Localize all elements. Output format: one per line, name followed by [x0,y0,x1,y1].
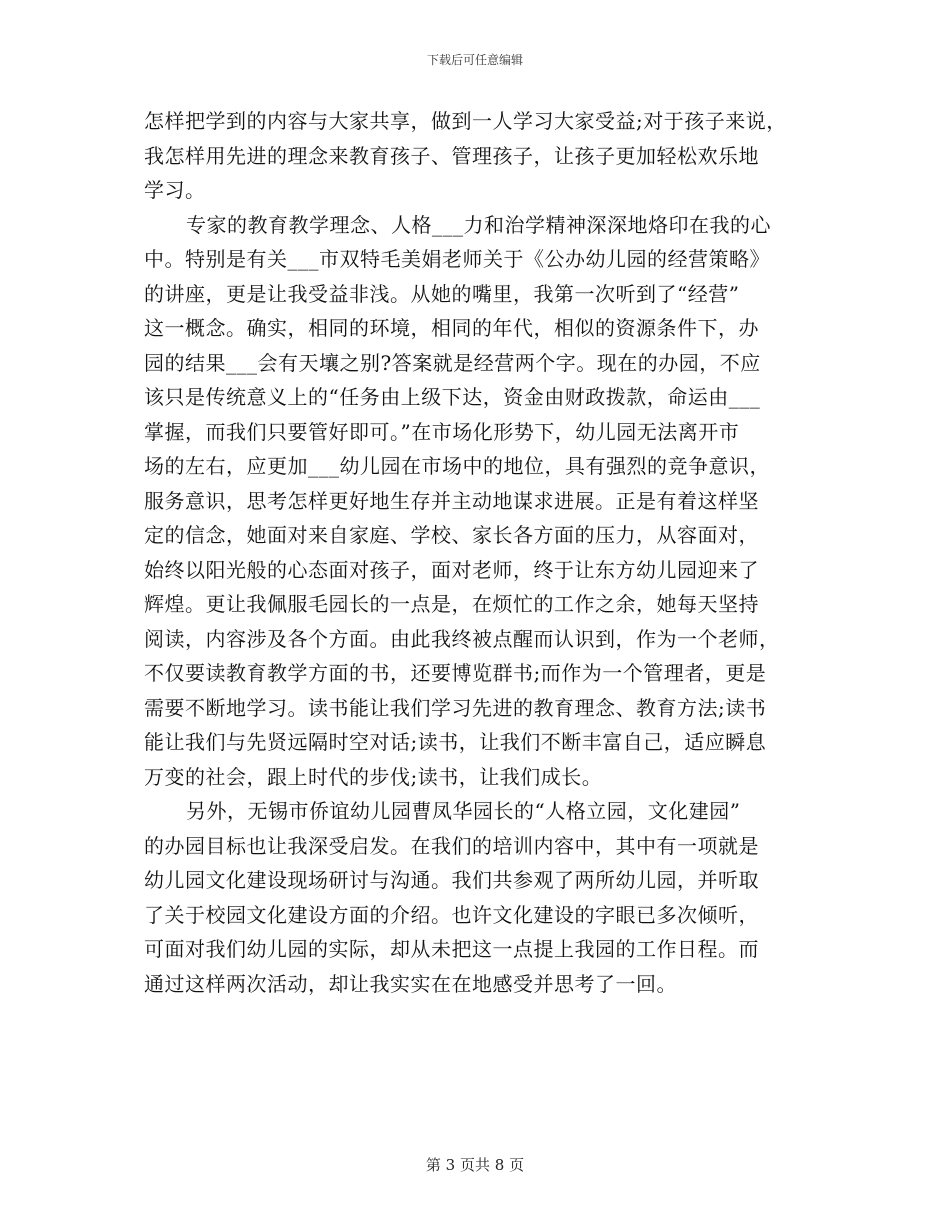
body-text-line: 场的左右，应更加___幼儿园在市场中的地位，具有强烈的竞争意识， [144,454,770,478]
body-text-line: 这一概念。确实，相同的环境，相同的年代，相似的资源条件下，办 [144,316,759,340]
body-text-line: 另外，无锡市侨谊幼儿园曹凤华园长的“人格立园，文化建园” [186,799,741,823]
body-text-line: 通过这样两次活动，却让我实实在在地感受并思考了一回。 [144,971,677,996]
page-header: 下载后可任意编辑 [426,53,523,67]
body-text-line: 学习。 [144,178,206,202]
body-text-line: 怎样把学到的内容与大家共享，做到一人学习大家受益;对于孩子来说， [144,109,787,133]
body-text-line: 的办园目标也让我深受启发。在我们的培训内容中，其中有一项就是 [144,833,759,858]
body-text-line: 掌握，而我们只要管好即可。”在市场化形势下，幼儿园无法离开市 [144,419,740,444]
body-text-line: 辉煌。更让我佩服毛园长的一点是，在烦忙的工作之余，她每天坚持 [144,592,759,616]
body-text-line: 幼儿园文化建设现场研讨与沟通。我们共参观了两所幼儿园，并听取 [144,868,759,892]
body-text-line: 了关于校园文化建设方面的介绍。也许文化建设的字眼已多次倾听， [144,902,759,927]
document-body [144,104,814,1001]
body-text-line: 我怎样用先进的理念来教育孩子、管理孩子，让孩子更加轻松欢乐地 [144,143,759,168]
body-text-line: 园的结果___会有天壤之别?答案就是经营两个字。现在的办园，不应 [144,350,761,375]
body-text-line: 阅读，内容涉及各个方面。由此我终被点醒而认识到，作为一个老师， [144,626,780,651]
body-text-line: 能让我们与先贤远隔时空对话;读书，让我们不断丰富自己，适应瞬息 [144,730,767,754]
body-text-line: 的讲座，更是让我受益非浅。从她的嘴里，我第一次听到了“经营” [144,281,740,306]
body-text-line: 需要不断地学习。读书能让我们学习先进的教育理念、教育方法;读书 [144,695,767,720]
body-text-line: 可面对我们幼儿园的实际，却从未把这一点提上我园的工作日程。而 [144,937,759,961]
body-text-line: 始终以阳光般的心态面对孩子，面对老师，终于让东方幼儿园迎来了 [144,557,759,582]
body-text-line: 服务意识，思考怎样更好地生存并主动地谋求进展。正是有着这样坚 [144,488,759,513]
body-text-line: 不仅要读教育教学方面的书，还要博览群书;而作为一个管理者，更是 [144,661,767,685]
body-text-line: 万变的社会，跟上时代的步伐;读书，让我们成长。 [144,764,603,789]
body-text-line: 该只是传统意义上的“任务由上级下达，资金由财政拨款，命运由___ [144,385,761,409]
body-text-line: 专家的教育教学理念、人格___力和治学精神深深地烙印在我的心 [186,212,771,237]
page-number: 第 3 页共 8 页 [425,1156,525,1174]
body-text-line: 中。特别是有关___市双特毛美娟老师关于《公办幼儿园的经营策略》 [144,247,770,271]
body-text-line: 定的信念，她面对来自家庭、学校、家长各方面的压力，从容面对， [144,523,759,547]
